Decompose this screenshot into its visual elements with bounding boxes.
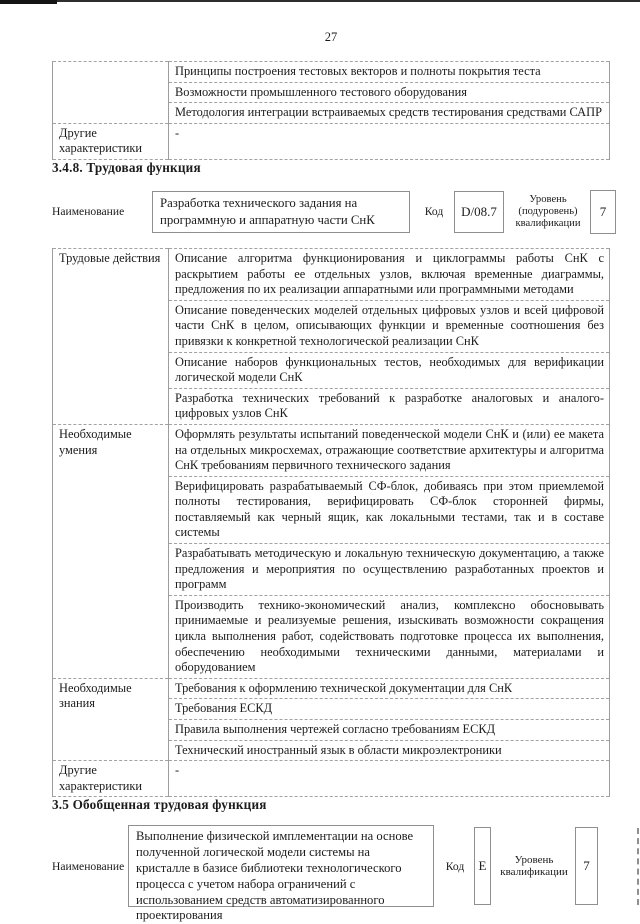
empty-label-cell [53,62,169,124]
code-label: Код [424,205,444,219]
function-header-35 [52,825,610,923]
table-knowledge-continued [52,61,610,160]
table-row [53,62,610,83]
table-row [53,123,610,159]
table-cell: Принципы построения тестовых векторов и полноты покрытия теста [169,62,610,83]
level-value-box: 7 [575,827,598,905]
table-cell: Возможности промышленного тестового оборудования [169,82,610,103]
table-cell: Методология интеграции встраиваемых средств тестирования средствами САПР [169,103,610,124]
table-cell: Правила выполнения чертежей согласно требованиям ЕСКД [169,720,610,741]
function-name-box: Разработка технического задания на программную и аппаратную части СнК [152,191,410,233]
table-cell: - [169,123,610,159]
table-cell: Разработка технических требований к разработке аналоговых и аналого-цифровых узлов СнК [169,388,610,424]
table-cell: Требования ЕСКД [169,699,610,720]
row-label: Другие характеристики [53,761,169,797]
table-row [53,761,610,797]
function-name-box: Выполнение физической имплементации на основе полученной логической модели системы на кристалле в базисе библиотеки технологического процесса с учетом набора ограничений с использованием средств автоматизированного проектирования [128,825,434,907]
table-cell: Описание алгоритма функционирования и циклограммы работы СнК с раскрытием работы ее отдельных узлов, включая временные диаграммы, предложения по их реализации аппаратными или программными методами [169,248,610,300]
function-header-348 [52,190,610,234]
table-cell: Требования к оформлению технической документации для СнК [169,678,610,699]
scan-artifact-right-line [637,828,639,905]
page-number: 27 [324,30,338,44]
table-labor-function [52,248,610,797]
level-value-box: 7 [590,190,616,234]
section-heading-35: 3.5 Обобщенная трудовая функция [52,797,267,813]
table-cell: Описание наборов функциональных тестов, необходимых для верификации логической модели СнК [169,352,610,388]
table-cell: Разрабатывать методическую и локальную техническую документацию, а также предложения и мероприятия по осуществлению разработанных проектов и программ [169,544,610,596]
level-label: Уровень квалификации [500,853,568,879]
table-cell: Технический иностранный язык в области микроэлектроники [169,740,610,761]
level-label: Уровень (подуровень) квалификации [515,193,581,229]
table-cell: Верифицировать разрабатываемый СФ-блок, добиваясь при этом приемлемой полноты тестирования, верифицировать СФ-блок сторонней фирмы, поставляемый как черный ящик, как локальными тестами, так и в составе системы [169,476,610,543]
table-row [53,424,610,476]
name-label: Наименование [52,205,125,219]
code-label: Код [445,859,465,873]
function-code-box: D/08.7 [454,191,504,233]
table-cell: Производить технико-экономический анализ, комплексно обосновывать принимаемые и реализуемые решения, изыскивать возможности сокращения цикла выполнения работ, содействовать подготовке процесса их выполнения, обеспечению необходимыми техническими данными, материалами и оборудованием [169,595,610,678]
row-label: Другие характеристики [53,123,169,159]
function-code-box: E [474,827,491,905]
table-cell: - [169,761,610,797]
group-label: Необходимые знания [53,678,169,760]
document-page [52,0,610,923]
scan-artifact-top-left-line [0,0,57,4]
group-label: Необходимые умения [53,424,169,678]
table-cell: Оформлять результаты испытаний поведенческой модели СнК и (или) ее макета на отдельных микросхемах, отражающие соответствие архитектуры и алгоритма СнК требованиям первичного технического задания [169,424,610,476]
table-cell: Описание поведенческих моделей отдельных цифровых узлов и всей цифровой части СнК в целом, описывающих функции и временные соотношения без привязки к конкретной технологической реализации СнК [169,300,610,352]
section-heading-348: 3.4.8. Трудовая функция [52,159,201,175]
name-label: Наименование [52,859,125,873]
table-row [53,678,610,699]
group-label: Трудовые действия [53,248,169,424]
table-row [53,248,610,300]
